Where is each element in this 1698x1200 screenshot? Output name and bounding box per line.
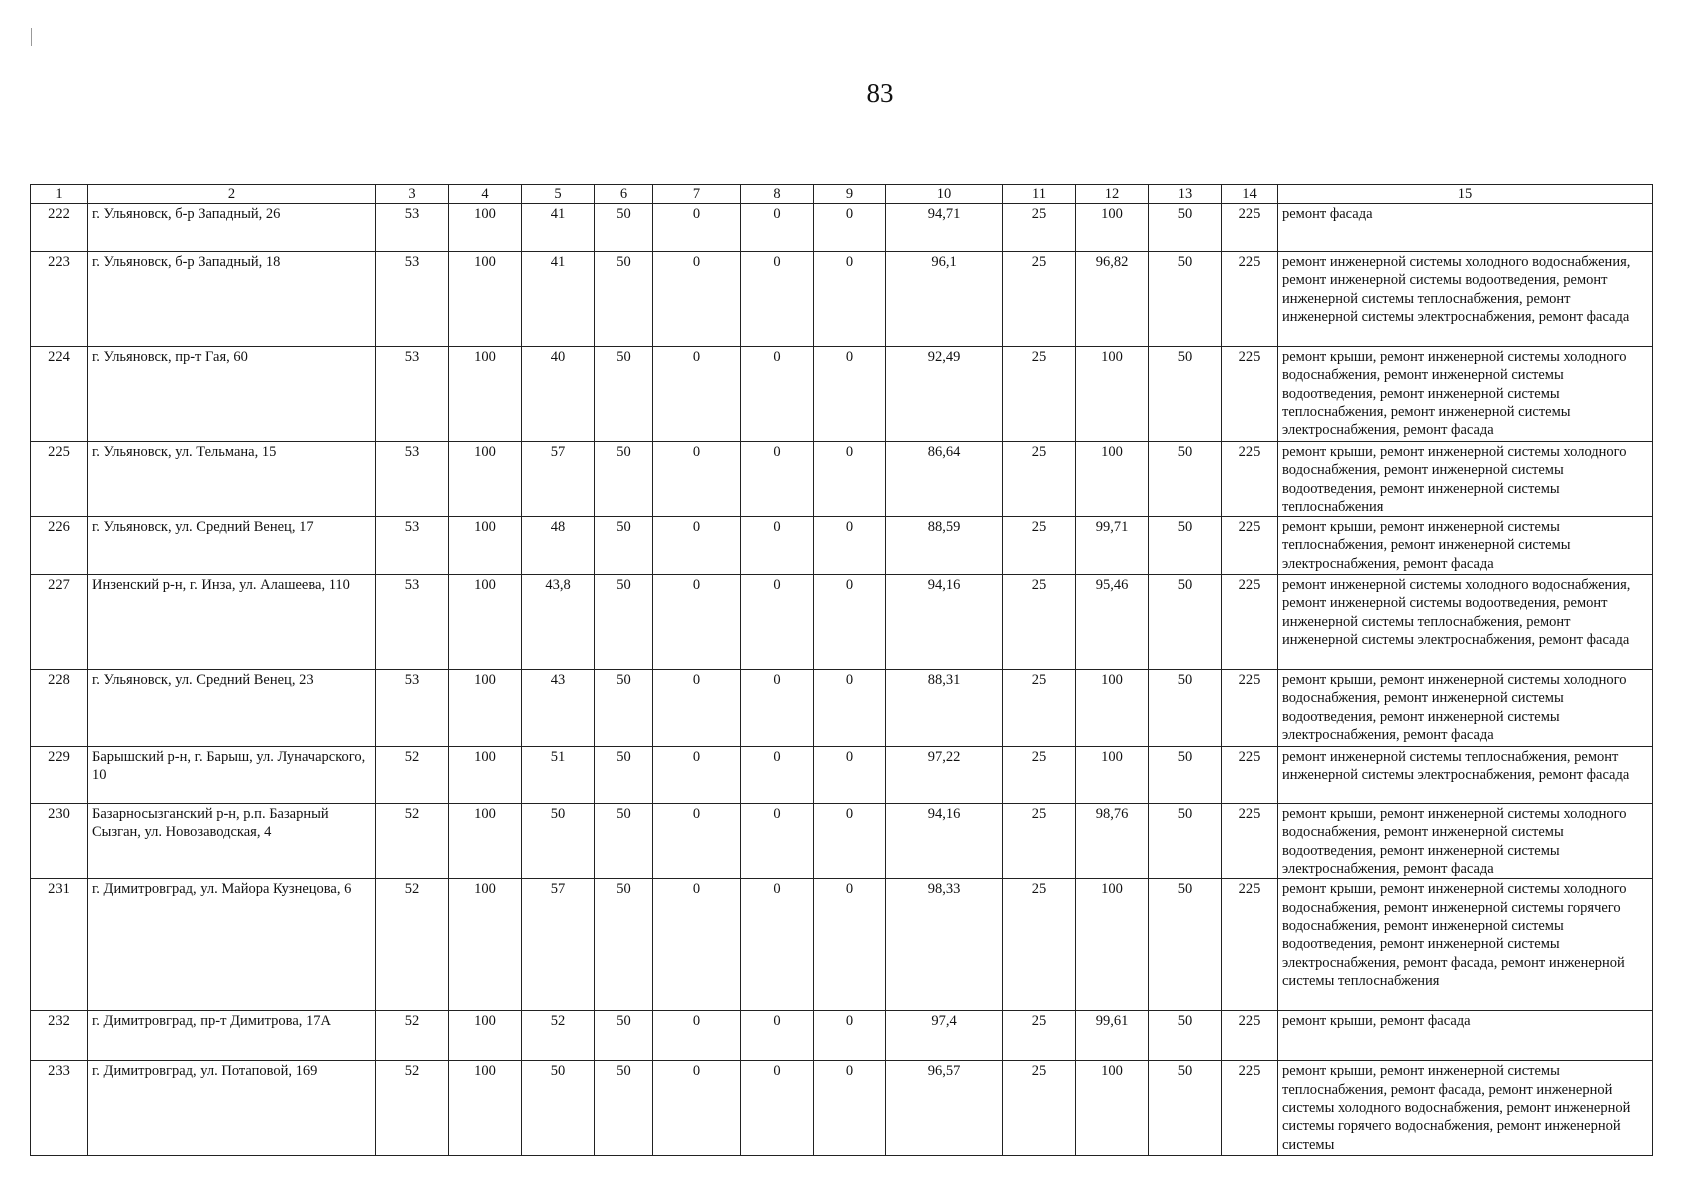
value-cell: 100 [449,1061,522,1156]
value-cell: 50 [1149,517,1222,575]
value-cell: 52 [376,879,449,1011]
table-row [31,879,1653,1011]
value-cell: 100 [449,517,522,575]
value-cell: 86,64 [886,442,1003,517]
value-cell: 0 [741,1011,814,1061]
value-cell: 50 [522,1061,595,1156]
value-cell: 0 [741,1061,814,1156]
value-cell: 0 [653,575,741,670]
column-header: 3 [376,185,449,204]
value-cell: 52 [376,1011,449,1061]
value-cell: 53 [376,252,449,347]
value-cell: 52 [522,1011,595,1061]
value-cell: 94,16 [886,575,1003,670]
value-cell: 100 [1076,347,1149,442]
value-cell: 0 [653,517,741,575]
value-cell: 52 [376,804,449,879]
table-row [31,204,1653,252]
works-cell: ремонт крыши, ремонт фасада [1278,1011,1653,1061]
value-cell: 225 [1222,1061,1278,1156]
column-header: 2 [88,185,376,204]
works-cell: ремонт инженерной системы холодного водоснабжения, ремонт инженерной системы водоотведения, ремонт инженерной системы теплоснабжения, ремонт инженерной системы электроснабжения, ремонт фасада [1278,575,1653,670]
table-row [31,252,1653,347]
value-cell: 25 [1003,442,1076,517]
table-row [31,1061,1653,1156]
table-row [31,442,1653,517]
value-cell: 50 [1149,1011,1222,1061]
value-cell: 98,33 [886,879,1003,1011]
address-cell: г. Димитровград, ул. Потаповой, 169 [88,1061,376,1156]
value-cell: 50 [1149,347,1222,442]
value-cell: 0 [653,252,741,347]
value-cell: 48 [522,517,595,575]
works-cell: ремонт крыши, ремонт инженерной системы холодного водоснабжения, ремонт инженерной системы водоотведения, ремонт инженерной системы электроснабжения, ремонт фасада [1278,804,1653,879]
value-cell: 50 [1149,442,1222,517]
table-header-row [31,185,1653,204]
value-cell: 50 [595,517,653,575]
address-cell: г. Ульяновск, б-р Западный, 18 [88,252,376,347]
column-header: 4 [449,185,522,204]
row-number-cell: 224 [31,347,88,442]
table-row [31,1011,1653,1061]
column-header: 7 [653,185,741,204]
value-cell: 95,46 [1076,575,1149,670]
value-cell: 225 [1222,1011,1278,1061]
value-cell: 0 [814,747,886,804]
value-cell: 50 [595,575,653,670]
value-cell: 100 [449,804,522,879]
value-cell: 0 [741,252,814,347]
value-cell: 97,22 [886,747,1003,804]
row-number-cell: 232 [31,1011,88,1061]
value-cell: 225 [1222,670,1278,747]
value-cell: 225 [1222,442,1278,517]
value-cell: 100 [1076,1061,1149,1156]
value-cell: 0 [814,347,886,442]
row-number-cell: 225 [31,442,88,517]
value-cell: 50 [595,747,653,804]
value-cell: 100 [449,442,522,517]
value-cell: 100 [1076,442,1149,517]
value-cell: 51 [522,747,595,804]
address-cell: Инзенский р-н, г. Инза, ул. Алашеева, 110 [88,575,376,670]
value-cell: 96,1 [886,252,1003,347]
works-cell: ремонт крыши, ремонт инженерной системы холодного водоснабжения, ремонт инженерной системы водоотведения, ремонт инженерной системы теплоснабжения [1278,442,1653,517]
value-cell: 57 [522,879,595,1011]
table-row [31,670,1653,747]
value-cell: 25 [1003,575,1076,670]
value-cell: 0 [741,575,814,670]
address-cell: г. Димитровград, ул. Майора Кузнецова, 6 [88,879,376,1011]
value-cell: 0 [741,670,814,747]
value-cell: 0 [653,747,741,804]
column-header: 1 [31,185,88,204]
value-cell: 99,71 [1076,517,1149,575]
value-cell: 92,49 [886,347,1003,442]
value-cell: 43,8 [522,575,595,670]
column-header: 15 [1278,185,1653,204]
address-cell: г. Ульяновск, б-р Западный, 26 [88,204,376,252]
value-cell: 98,76 [1076,804,1149,879]
value-cell: 100 [449,575,522,670]
row-number-cell: 226 [31,517,88,575]
row-number-cell: 229 [31,747,88,804]
row-number-cell: 231 [31,879,88,1011]
column-header: 13 [1149,185,1222,204]
value-cell: 43 [522,670,595,747]
column-header: 9 [814,185,886,204]
value-cell: 50 [1149,1061,1222,1156]
row-number-cell: 222 [31,204,88,252]
column-header: 5 [522,185,595,204]
value-cell: 0 [741,347,814,442]
value-cell: 100 [1076,747,1149,804]
value-cell: 0 [814,204,886,252]
value-cell: 50 [595,1011,653,1061]
value-cell: 53 [376,670,449,747]
value-cell: 0 [741,879,814,1011]
address-cell: Барышский р-н, г. Барыш, ул. Луначарского, 10 [88,747,376,804]
value-cell: 50 [595,442,653,517]
value-cell: 96,57 [886,1061,1003,1156]
value-cell: 50 [1149,747,1222,804]
value-cell: 53 [376,204,449,252]
value-cell: 0 [814,442,886,517]
value-cell: 50 [1149,879,1222,1011]
value-cell: 25 [1003,252,1076,347]
value-cell: 25 [1003,879,1076,1011]
row-number-cell: 233 [31,1061,88,1156]
value-cell: 88,59 [886,517,1003,575]
value-cell: 100 [449,252,522,347]
value-cell: 50 [1149,575,1222,670]
value-cell: 57 [522,442,595,517]
value-cell: 0 [814,670,886,747]
table-row [31,747,1653,804]
value-cell: 100 [449,747,522,804]
value-cell: 50 [1149,804,1222,879]
column-header: 14 [1222,185,1278,204]
value-cell: 225 [1222,517,1278,575]
value-cell: 25 [1003,204,1076,252]
value-cell: 97,4 [886,1011,1003,1061]
value-cell: 0 [814,575,886,670]
value-cell: 0 [814,252,886,347]
works-cell: ремонт инженерной системы теплоснабжения, ремонт инженерной системы электроснабжения, ремонт фасада [1278,747,1653,804]
value-cell: 41 [522,204,595,252]
value-cell: 40 [522,347,595,442]
value-cell: 50 [522,804,595,879]
value-cell: 0 [653,1061,741,1156]
value-cell: 25 [1003,347,1076,442]
value-cell: 0 [741,204,814,252]
address-cell: г. Ульяновск, ул. Тельмана, 15 [88,442,376,517]
value-cell: 52 [376,1061,449,1156]
column-header: 8 [741,185,814,204]
value-cell: 0 [741,747,814,804]
page-number: 83 [866,78,894,108]
row-number-cell: 223 [31,252,88,347]
value-cell: 0 [814,879,886,1011]
works-cell: ремонт инженерной системы холодного водоснабжения, ремонт инженерной системы водоотведения, ремонт инженерной системы теплоснабжения, ремонт инженерной системы электроснабжения, ремонт фасада [1278,252,1653,347]
value-cell: 50 [595,670,653,747]
value-cell: 53 [376,575,449,670]
value-cell: 0 [814,1061,886,1156]
row-number-cell: 228 [31,670,88,747]
table-row [31,347,1653,442]
value-cell: 0 [741,442,814,517]
value-cell: 25 [1003,670,1076,747]
value-cell: 0 [653,670,741,747]
value-cell: 25 [1003,747,1076,804]
value-cell: 0 [741,517,814,575]
works-cell: ремонт крыши, ремонт инженерной системы холодного водоснабжения, ремонт инженерной системы горячего водоснабжения, ремонт инженерной системы водоотведения, ремонт инженерной системы электроснабжения, ремонт фасада, ремонт инженерной системы теплоснабжения [1278,879,1653,1011]
value-cell: 0 [653,1011,741,1061]
registry-table [30,184,1653,1156]
value-cell: 50 [595,1061,653,1156]
value-cell: 50 [595,204,653,252]
value-cell: 100 [449,879,522,1011]
table-row [31,804,1653,879]
value-cell: 0 [814,1011,886,1061]
value-cell: 225 [1222,879,1278,1011]
value-cell: 225 [1222,204,1278,252]
value-cell: 25 [1003,804,1076,879]
margin-mark [31,28,32,46]
value-cell: 0 [814,517,886,575]
value-cell: 50 [1149,670,1222,747]
value-cell: 100 [1076,204,1149,252]
value-cell: 0 [653,879,741,1011]
value-cell: 50 [595,252,653,347]
value-cell: 53 [376,517,449,575]
value-cell: 0 [814,804,886,879]
value-cell: 52 [376,747,449,804]
works-cell: ремонт крыши, ремонт инженерной системы теплоснабжения, ремонт инженерной системы электроснабжения, ремонт фасада [1278,517,1653,575]
value-cell: 50 [595,879,653,1011]
works-cell: ремонт фасада [1278,204,1653,252]
value-cell: 0 [741,804,814,879]
value-cell: 225 [1222,252,1278,347]
value-cell: 88,31 [886,670,1003,747]
column-header: 6 [595,185,653,204]
value-cell: 100 [449,347,522,442]
value-cell: 225 [1222,747,1278,804]
value-cell: 25 [1003,1061,1076,1156]
value-cell: 0 [653,442,741,517]
row-number-cell: 227 [31,575,88,670]
value-cell: 100 [1076,670,1149,747]
value-cell: 225 [1222,804,1278,879]
value-cell: 50 [1149,252,1222,347]
value-cell: 100 [449,1011,522,1061]
address-cell: г. Ульяновск, ул. Средний Венец, 23 [88,670,376,747]
table-row [31,517,1653,575]
value-cell: 99,61 [1076,1011,1149,1061]
value-cell: 94,71 [886,204,1003,252]
value-cell: 225 [1222,347,1278,442]
column-header: 10 [886,185,1003,204]
address-cell: Базарносызганский р-н, р.п. Базарный Сызган, ул. Новозаводская, 4 [88,804,376,879]
value-cell: 0 [653,204,741,252]
value-cell: 94,16 [886,804,1003,879]
table-row [31,575,1653,670]
address-cell: г. Ульяновск, ул. Средний Венец, 17 [88,517,376,575]
value-cell: 100 [449,204,522,252]
works-cell: ремонт крыши, ремонт инженерной системы холодного водоснабжения, ремонт инженерной системы водоотведения, ремонт инженерной системы теплоснабжения, ремонт инженерной системы электроснабжения, ремонт фасада [1278,347,1653,442]
value-cell: 53 [376,347,449,442]
value-cell: 0 [653,804,741,879]
column-header: 11 [1003,185,1076,204]
value-cell: 25 [1003,1011,1076,1061]
value-cell: 50 [595,347,653,442]
works-cell: ремонт крыши, ремонт инженерной системы теплоснабжения, ремонт фасада, ремонт инженерной системы холодного водоснабжения, ремонт инженерной системы горячего водоснабжения, ремонт инженерной системы [1278,1061,1653,1156]
value-cell: 100 [1076,879,1149,1011]
value-cell: 96,82 [1076,252,1149,347]
value-cell: 100 [449,670,522,747]
value-cell: 0 [653,347,741,442]
value-cell: 41 [522,252,595,347]
value-cell: 50 [1149,204,1222,252]
works-cell: ремонт крыши, ремонт инженерной системы холодного водоснабжения, ремонт инженерной системы водоотведения, ремонт инженерной системы электроснабжения, ремонт фасада [1278,670,1653,747]
address-cell: г. Димитровград, пр-т Димитрова, 17А [88,1011,376,1061]
row-number-cell: 230 [31,804,88,879]
column-header: 12 [1076,185,1149,204]
address-cell: г. Ульяновск, пр-т Гая, 60 [88,347,376,442]
value-cell: 50 [595,804,653,879]
value-cell: 225 [1222,575,1278,670]
value-cell: 53 [376,442,449,517]
value-cell: 25 [1003,517,1076,575]
